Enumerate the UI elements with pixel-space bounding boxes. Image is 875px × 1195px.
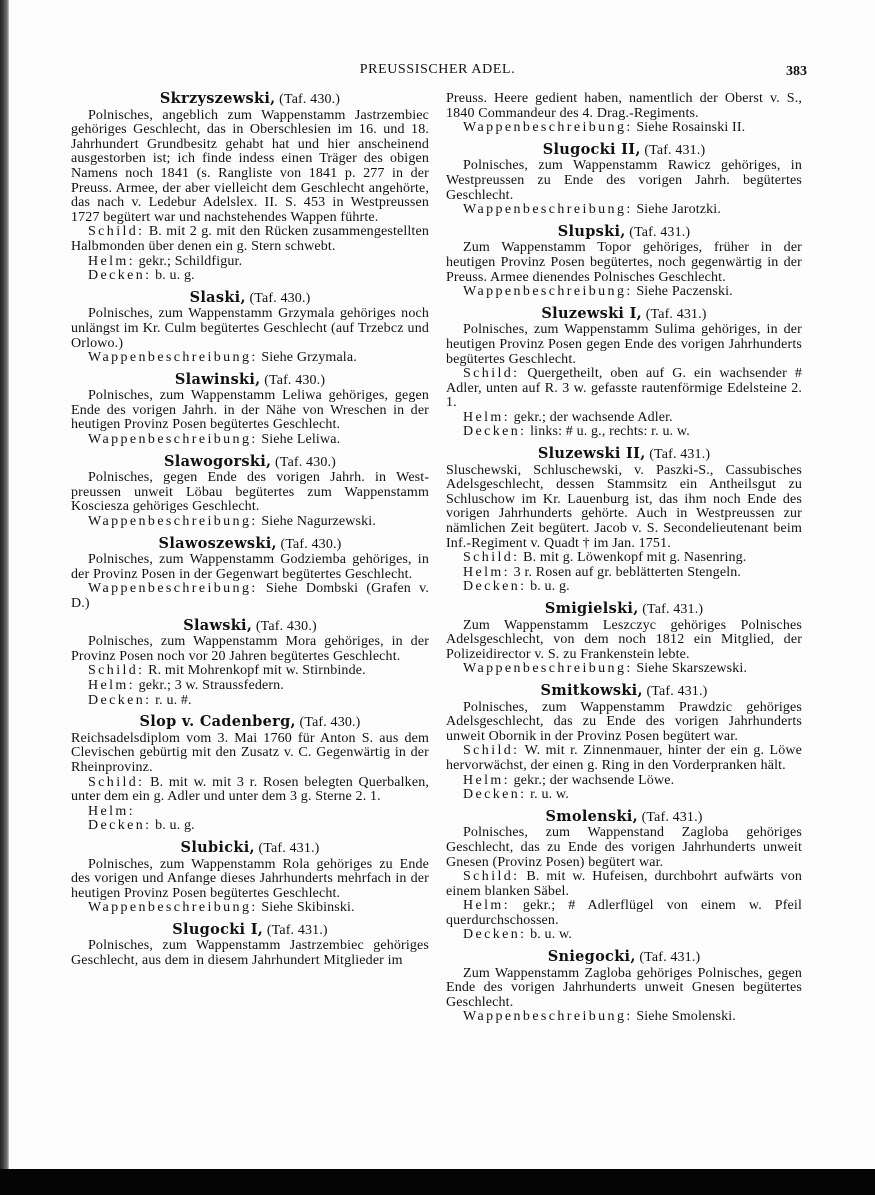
blazon-field [446,580,802,595]
entry [446,304,802,440]
blazon-field [71,819,429,834]
field-text: r. u. #. [155,692,192,708]
field-text: Siehe Nagurzewski. [261,514,376,530]
entry-paragraph: Polnisches, zum Wappenstamm Mora gehöriges, in der Provinz Posen noch vor 20 Jahren begütertes Geschlecht. [71,634,429,664]
entry-paragraph: Polnisches, zum Wappenstamm Prawdzic gehöriges Adelsgeschlecht, das zu Ende des vorigen Jahrhunderts unweit Obornik in der Provinz Posen begütert war. [446,699,802,744]
entry-heading [446,140,802,159]
field-label: Schild: [88,663,145,679]
entry-heading [446,681,802,700]
field-text: B. mit w. mit 3 r. Rosen belegten Querbalken, unter dem ein g. Adler und unter dem 3 g. Sterne 2. 1. [71,774,429,805]
entry-paragraph: Polnisches, zum Wappenstamm Sulima gehöriges, in der heutigen Provinz Posen gegen Ende des vorigen Jahrhunderts begütertes Geschlecht. [446,322,802,367]
blazon-field [446,411,802,426]
blazon-field [446,788,802,803]
entry-paragraph: Polnisches, zum Wappenstamm Godziemba gehöriges, in der Provinz Posen in der Gegenwart begütertes Geschlecht. [71,552,429,582]
blazon-field [71,901,429,916]
field-label: Helm: [463,772,510,788]
field-text: Siehe Leliwa. [261,432,341,448]
blazon-field [71,776,429,805]
blazon-field [446,662,802,677]
blazon-field [446,285,802,300]
field-text: Siehe Paczenski. [636,284,733,300]
field-text: Siehe Skarszewski. [636,661,748,677]
entry-heading [71,534,429,553]
entry-paragraph: Polnisches, gegen Ende des vorigen Jahrh. in Westpreussen unweit Löbau begütertes zum Wappenstamm Kosciesza gehöriges Geschlecht. [71,470,429,515]
field-text: Siehe Grzymala. [261,350,357,366]
entry-name: Slupski, [557,222,626,240]
blazon-field [71,433,429,448]
entry-name: Slaski, [189,288,246,306]
field-text: B. mit w. Hufeisen, durchbohrt aufwärts von einem blanken Säbel. [446,869,802,899]
entry [71,616,429,709]
field-label: Schild: [88,774,145,790]
blazon-field [446,566,802,581]
field-label: Decken: [463,787,527,803]
scan-edge-bottom [0,1169,875,1195]
field-label: Schild: [88,224,145,240]
field-label: Decken: [88,818,152,834]
entry-heading [446,304,802,323]
entry-paragraph: Sluschewski, Schluschewski, v. Paszki-S., Cassubisches Adelsgeschlecht, dessen Stammsitz ein Antheilsgut zu Schluschow im Kr. Lauenburg ist, das ihm noch Ende des vorigen Jahrhunderts gehörte. Auch in Westpreussen zur nämlichen Zeit begütert. Jacob v. S. Secondelieutenant beim Inf.-Regiment v. Quadt † im Jan. 1751. [446,462,802,551]
entry [446,140,802,218]
right-column [446,92,802,1032]
entry-heading [71,452,429,471]
scan-edge-left [0,0,9,1195]
field-label: Decken: [463,424,527,440]
entry [446,602,802,677]
entry-heading [71,616,429,635]
entry [71,534,429,612]
field-text: B. mit g. Löwenkopf mit g. Nasenring. [523,550,747,566]
field-label: Helm: [88,253,135,269]
blazon-field [71,664,429,679]
field-label: Schild: [463,869,520,885]
entry [446,92,802,136]
field-text: gekr.; Schildfigur. [138,253,243,269]
entry-name: Slawoszewski, [158,534,277,552]
plate-reference: (Taf. 431.) [258,840,320,856]
entry-name: Slop v. Cadenberg, [139,713,296,731]
entry-name: Slawinski, [174,370,261,388]
field-text: Siehe Skibinski. [261,900,355,916]
field-label: Wappenbeschreibung: [463,120,633,136]
blazon-field [71,351,429,366]
entry [71,920,429,969]
field-label: Wappenbeschreibung: [88,514,258,530]
blazon-field [446,1010,802,1025]
entry-name: Sluzewski I, [541,304,643,322]
entry-heading [71,92,429,108]
entry-paragraph: Polnisches, zum Wappenstamm Grzymala gehöriges noch unlängst im Kr. Culm begütertes Geschlecht (auf Trzebcz und Orlowo.) [71,306,429,351]
blazon-field [71,255,429,270]
entry-paragraph: Polnisches, zum Wappenstamm Rola gehöriges zu Ende des vorigen und Anfange dieses Jahrhunderts mehrfach in der heutigen Provinz Posen begütertes Geschlecht. [71,856,429,901]
blazon-field [71,225,429,254]
blazon-field [71,515,429,530]
field-text: b. u. g. [155,818,195,834]
plate-reference: (Taf. 430.) [255,618,317,634]
left-column [71,92,429,976]
plate-reference: (Taf. 430.) [279,92,341,107]
entry [446,447,802,595]
entry-name: Smitkowski, [540,681,643,699]
entry [446,950,802,1025]
field-label: Wappenbeschreibung: [88,581,258,597]
blazon-field [446,744,802,773]
plate-reference: (Taf. 431.) [266,922,328,938]
field-label: Helm: [463,564,510,580]
field-label: Wappenbeschreibung: [463,1009,633,1025]
field-text: links: # u. g., rechts: r. u. w. [530,424,690,440]
entry-paragraph: Polnisches, zum Wappenstand Zagloba gehöriges Geschlecht, das zu Ende des vorigen Jahrhunderts unweit Gnesen (Provinz Posen) begütert war. [446,825,802,870]
blazon-field [446,870,802,899]
entry [446,681,802,803]
plate-reference: (Taf. 431.) [644,142,706,158]
field-label: Helm: [88,677,135,693]
entry-heading [71,838,429,857]
blazon-field [71,805,429,820]
field-label: Schild: [463,550,520,566]
field-label: Helm: [463,409,510,425]
blazon-field [71,582,429,611]
plate-reference: (Taf. 431.) [646,683,708,699]
blazon-field [446,774,802,789]
entry-name: Smolenski, [545,807,638,825]
blazon-field [71,269,429,284]
entry-paragraph: Zum Wappenstamm Leszczyc gehöriges Polnisches Adelsgeschlecht, von dem noch 1812 ein Mitglied, der Polizeidirector v. S. zu Frankenstein lebte. [446,617,802,662]
entry-heading [446,447,802,463]
entry-heading [71,715,429,731]
plate-reference: (Taf. 431.) [641,809,703,825]
plate-reference: (Taf. 431.) [645,306,707,322]
page-number: 383 [786,64,807,79]
field-label: Wappenbeschreibung: [463,202,633,218]
entry-name: Slugocki II, [542,140,641,158]
entry-heading [71,370,429,389]
field-label: Decken: [88,268,152,284]
field-text: Siehe Rosainski II. [636,120,746,136]
field-text: 3 r. Rosen auf gr. beblätterten Stengeln. [513,564,742,580]
field-label: Decken: [88,692,152,708]
entry-name: Slawogorski, [164,452,272,470]
entry [446,222,802,300]
entry-heading [446,602,802,618]
entry-name: Sluzewski II, [537,445,646,463]
plate-reference: (Taf. 431.) [649,447,711,463]
plate-reference: (Taf. 431.) [642,602,704,617]
field-label: Wappenbeschreibung: [88,900,258,916]
entry-heading [71,920,429,939]
blazon-field [446,367,802,411]
field-label: Helm: [88,803,135,819]
entry-heading [71,288,429,307]
entry [71,370,429,448]
entry-name: Slubicki, [180,838,255,856]
entry-heading [446,807,802,826]
entry [71,92,429,284]
blazon-field [446,551,802,566]
entry-paragraph: Reichsadelsdiplom vom 3. Mai 1760 für Anton S. aus dem Clevischen gebürtig mit den Zusatz v. C. Gegenwärtig in der Rheinprovinz. [71,730,429,775]
field-label: Helm: [463,898,510,914]
entry-name: Slawski, [183,616,253,634]
blazon-field [71,679,429,694]
field-text: b. u. g. [155,268,195,284]
field-label: Wappenbeschreibung: [463,661,633,677]
plate-reference: (Taf. 430.) [249,290,311,306]
entry [71,838,429,916]
entry-paragraph: Polnisches, zum Wappenstamm Leliwa gehöriges, gegen Ende des vorigen Jahrh. in der Nähe von Wreschen in der heutigen Provinz Posen begütertes Geschlecht. [71,388,429,433]
field-text: gekr.; # Adlerflügel von einem w. Pfeil querdurchschossen. [446,898,802,928]
entry-paragraph: Polnisches, zum Wappenstamm Rawicz gehöriges, in Westpreussen zu Ende des vorigen Jahrh. begütertes Geschlecht. [446,158,802,203]
field-text: r. u. w. [530,787,569,803]
field-text: b. u. g. [530,579,570,595]
field-text: Siehe Dombski (Grafen v. D.) [71,581,429,611]
blazon-field [446,928,802,943]
field-label: Wappenbeschreibung: [88,350,258,366]
running-title: PREUSSISCHER ADEL. [359,62,516,77]
field-text: B. mit 2 g. mit den Rücken zusammengestellten Halbmonden über denen ein g. Stern schwebt. [71,224,429,254]
field-label: Decken: [463,927,527,943]
field-text: b. u. w. [530,927,573,943]
entry [71,288,429,366]
plate-reference: (Taf. 430.) [264,372,326,388]
blazon-field [446,425,802,440]
blazon-field [71,694,429,709]
entry-heading [446,950,802,966]
entry-name: Sniegocki, [547,948,636,966]
plate-reference: (Taf. 430.) [280,536,342,552]
field-text: Quergetheilt, oben auf G. ein wachsender # Adler, unten auf R. 3 w. gefasste rautenförmige Edelsteine 2. 1. [446,366,802,411]
entry-paragraph: Zum Wappenstamm Topor gehöriges, früher in der heutigen Provinz Posen begütertes, noch gegenwärtig in der Preuss. Armee dienendes Polnisches Geschlecht. [446,240,802,285]
field-text: W. mit r. Zinnenmauer, hinter der ein g. Löwe hervorwächst, der einen g. Ring in den Vorderpranken hält. [446,743,802,773]
field-label: Wappenbeschreibung: [463,284,633,300]
entry [446,807,802,943]
plate-reference: (Taf. 430.) [275,454,336,470]
field-label: Wappenbeschreibung: [88,432,258,448]
field-text: Siehe Smolenski. [636,1009,736,1025]
entry-name: Smigielski, [544,600,639,617]
field-text: R. mit Mohrenkopf mit w. Stirnbinde. [148,663,366,679]
entry [71,715,429,834]
blazon-field [446,899,802,928]
field-label: Decken: [463,579,527,595]
field-label: Schild: [463,366,520,382]
field-label: Schild: [463,743,520,759]
plate-reference: (Taf. 431.) [639,950,701,966]
field-text: gekr.; der wachsende Löwe. [513,772,675,788]
entry [71,452,429,530]
plate-reference: (Taf. 431.) [629,224,691,240]
entry-paragraph: Preuss. Heere gedient haben, namentlich der Oberst v. S., 1840 Commandeur des 4. Drag.-Regiments. [446,91,802,121]
entry-heading [446,222,802,241]
field-text: gekr.; 3 w. Straussfedern. [138,677,284,693]
blazon-field [446,203,802,218]
plate-reference: (Taf. 430.) [299,715,361,731]
blazon-field [446,121,802,136]
entry-name: Skrzyszewski, [159,90,276,107]
field-text: Siehe Jarotzki. [636,202,721,218]
entry-paragraph: Polnisches, angeblich zum Wappenstamm Jastrzembiec gehöriges Geschlecht, das in Oberschlesien im 16. und 18. Jahrhundert Grundbesitz gehabt hat und hier anscheinend ausgestorben ist; ich finde indess einen Träger des obigen Namens noch 1841 (s. Rangliste von 1841 p. 277 in der Preuss. Armee, der aber vielleicht dem Geschlecht angehörte, das nach v. Ledebur Adelslex. II. S. 453 in Westpreussen 1727 begütert war und nachstehendes Wappen führte. [71,107,429,225]
entry-name: Slugocki I, [172,920,264,938]
field-text: gekr.; der wachsende Adler. [513,409,673,425]
entry-paragraph: Zum Wappenstamm Zagloba gehöriges Polnisches, gegen Ende des vorigen Jahrhunderts unweit Gnesen begütertes Geschlecht. [446,965,802,1010]
entry-paragraph: Polnisches, zum Wappenstamm Jastrzembiec gehöriges Geschlecht, aus dem in diesem Jahrhundert Mitglieder im [71,938,429,969]
